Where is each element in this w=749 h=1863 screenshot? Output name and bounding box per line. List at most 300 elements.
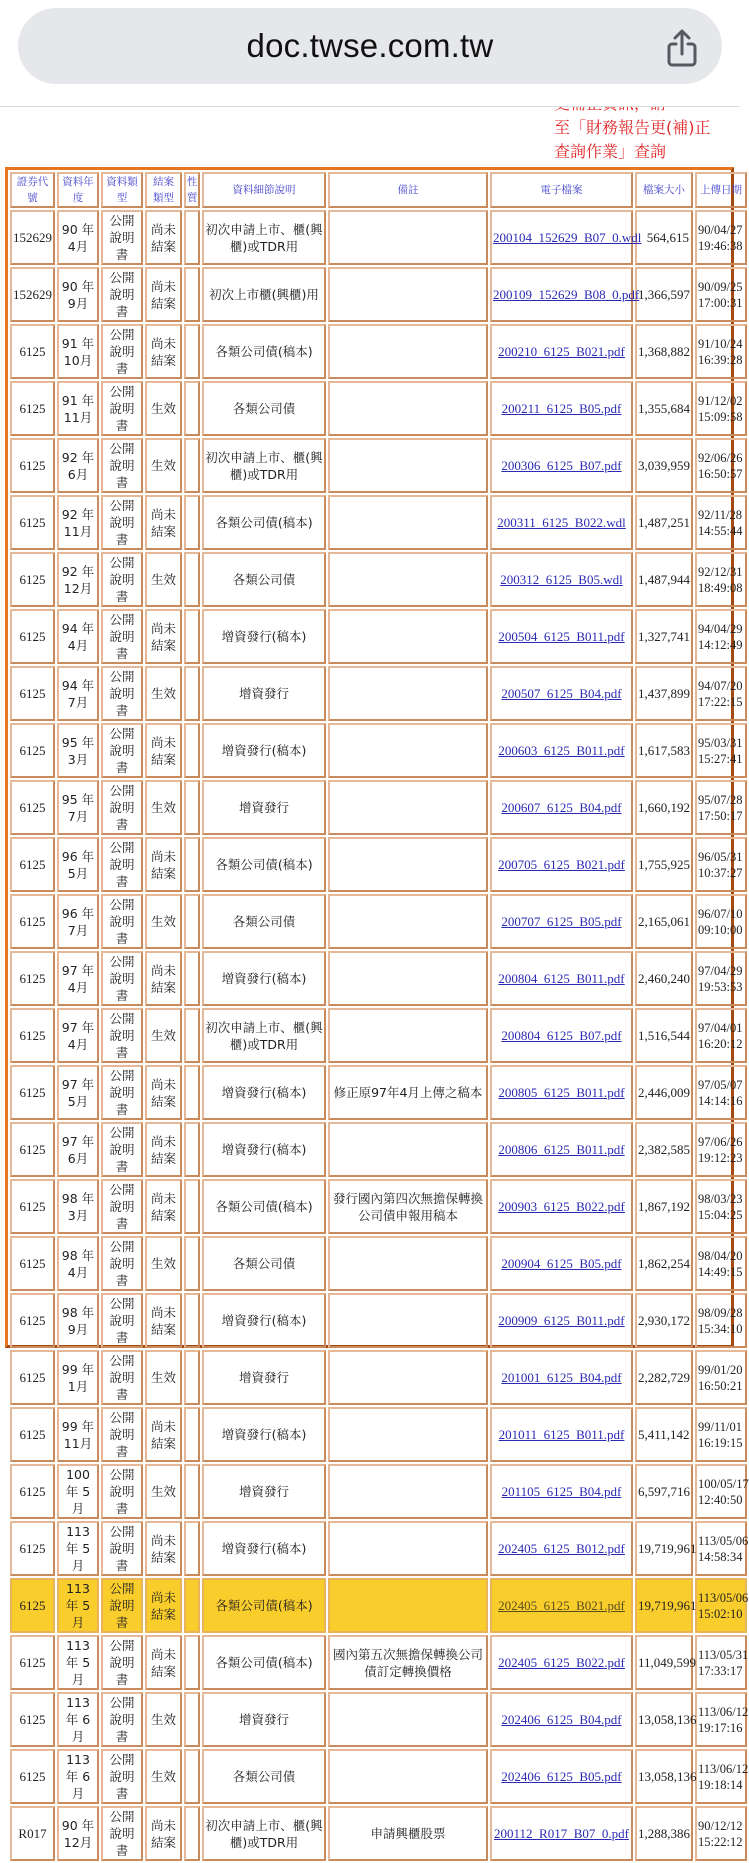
cell-size: 2,446,009 bbox=[635, 1065, 693, 1120]
cell-nature bbox=[184, 1578, 200, 1633]
upload-time: 16:50:57 bbox=[698, 466, 743, 481]
upload-date: 92/06/26 bbox=[698, 450, 743, 465]
cell-remark bbox=[328, 780, 488, 835]
upload-date: 100/05/17 bbox=[698, 1476, 749, 1491]
cell-remark bbox=[328, 1407, 488, 1462]
file-link[interactable]: 200804_6125_B011.pdf bbox=[498, 971, 625, 986]
upload-time: 15:27:41 bbox=[698, 751, 743, 766]
cell-file bbox=[490, 1236, 633, 1291]
file-link[interactable]: 200603_6125_B011.pdf bbox=[498, 743, 625, 758]
upload-date: 113/05/06 bbox=[698, 1590, 749, 1605]
cell-date bbox=[695, 1521, 747, 1576]
upload-date: 113/05/31 bbox=[698, 1647, 749, 1662]
cell-size: 13,058,136 bbox=[635, 1749, 693, 1804]
cell-remark bbox=[328, 666, 488, 721]
cell-type: 公開說明書 bbox=[101, 951, 143, 1006]
upload-time: 19:46:38 bbox=[698, 238, 743, 253]
cell-year: 96 年 5月 bbox=[57, 837, 99, 892]
cell-status: 生效 bbox=[145, 780, 182, 835]
cell-date bbox=[695, 1749, 747, 1804]
cell-remark bbox=[328, 1236, 488, 1291]
upload-time: 17:22:15 bbox=[698, 694, 743, 709]
file-link[interactable]: 200210_6125_B021.pdf bbox=[498, 344, 625, 359]
cell-size: 2,930,172 bbox=[635, 1293, 693, 1348]
cell-type: 公開說明書 bbox=[101, 1464, 143, 1519]
cell-detail: 各類公司債(稿本) bbox=[202, 1578, 326, 1633]
cell-nature bbox=[184, 723, 200, 778]
cell-file bbox=[490, 609, 633, 664]
cell-nature bbox=[184, 324, 200, 379]
cell-code: 6125 bbox=[10, 1236, 55, 1291]
cell-detail: 各類公司債 bbox=[202, 381, 326, 436]
cell-nature bbox=[184, 1350, 200, 1405]
cell-remark: 發行國內第四次無擔保轉換公司債申報用稿本 bbox=[328, 1179, 488, 1234]
file-link[interactable]: 200903_6125_B022.pdf bbox=[498, 1199, 625, 1214]
cell-type: 公開說明書 bbox=[101, 1806, 143, 1861]
cell-year: 98 年 9月 bbox=[57, 1293, 99, 1348]
cell-code: 6125 bbox=[10, 1122, 55, 1177]
cell-remark bbox=[328, 951, 488, 1006]
cell-file bbox=[490, 666, 633, 721]
cell-file bbox=[490, 1464, 633, 1519]
table-row bbox=[10, 1464, 747, 1519]
cell-year: 113 年 6月 bbox=[57, 1692, 99, 1747]
cell-detail: 增資發行(稿本) bbox=[202, 1521, 326, 1576]
cell-status: 生效 bbox=[145, 1464, 182, 1519]
cell-detail: 各類公司債(稿本) bbox=[202, 837, 326, 892]
cell-nature bbox=[184, 1635, 200, 1690]
file-link[interactable]: 200312_6125_B05.wdl bbox=[500, 572, 623, 587]
file-link[interactable]: 201011_6125_B011.pdf bbox=[498, 1427, 625, 1442]
cell-size: 13,058,136 bbox=[635, 1692, 693, 1747]
cell-type: 公開說明書 bbox=[101, 666, 143, 721]
cell-year: 113 年 5月 bbox=[57, 1521, 99, 1576]
cell-nature bbox=[184, 1293, 200, 1348]
file-link[interactable]: 200705_6125_B021.pdf bbox=[498, 857, 625, 872]
cell-nature bbox=[184, 381, 200, 436]
cell-year: 92 年 12月 bbox=[57, 552, 99, 607]
cell-detail: 增資發行 bbox=[202, 1350, 326, 1405]
upload-date: 95/07/28 bbox=[698, 792, 743, 807]
cell-date bbox=[695, 666, 747, 721]
upload-date: 99/11/01 bbox=[698, 1419, 742, 1434]
cell-remark bbox=[328, 1521, 488, 1576]
upload-date: 99/01/20 bbox=[698, 1362, 743, 1377]
cell-status: 尚未結案 bbox=[145, 1521, 182, 1576]
cell-code: 6125 bbox=[10, 1350, 55, 1405]
cell-file bbox=[490, 552, 633, 607]
cell-status: 生效 bbox=[145, 1692, 182, 1747]
cell-type: 公開說明書 bbox=[101, 1179, 143, 1234]
cell-code: 6125 bbox=[10, 1179, 55, 1234]
cell-status: 尚未結案 bbox=[145, 609, 182, 664]
cell-type: 公開說明書 bbox=[101, 1122, 143, 1177]
table-row bbox=[10, 324, 747, 379]
cell-status: 生效 bbox=[145, 381, 182, 436]
cell-date bbox=[695, 552, 747, 607]
cell-nature bbox=[184, 1236, 200, 1291]
cell-size: 2,165,061 bbox=[635, 894, 693, 949]
cell-file bbox=[490, 1122, 633, 1177]
cell-year: 98 年 3月 bbox=[57, 1179, 99, 1234]
upload-date: 97/05/07 bbox=[698, 1077, 743, 1092]
file-link[interactable]: 200909_6125_B011.pdf bbox=[498, 1313, 625, 1328]
upload-date: 98/04/20 bbox=[698, 1248, 743, 1263]
cell-nature bbox=[184, 1692, 200, 1747]
cell-year: 97 年 4月 bbox=[57, 1008, 99, 1063]
cell-type: 公開說明書 bbox=[101, 1065, 143, 1120]
table-row bbox=[10, 267, 747, 322]
upload-date: 90/09/25 bbox=[698, 279, 743, 294]
cell-size: 1,867,192 bbox=[635, 1179, 693, 1234]
table-row bbox=[10, 1350, 747, 1405]
file-link[interactable]: 200707_6125_B05.pdf bbox=[501, 914, 622, 929]
cell-file bbox=[490, 1692, 633, 1747]
cell-date bbox=[695, 210, 747, 265]
cell-detail: 各類公司債 bbox=[202, 1749, 326, 1804]
upload-time: 16:39:28 bbox=[698, 352, 743, 367]
cell-type: 公開說明書 bbox=[101, 210, 143, 265]
cell-file bbox=[490, 894, 633, 949]
file-link[interactable]: 200311_6125_B022.wdl bbox=[497, 515, 626, 530]
cell-remark: 修正原97年4月上傳之稿本 bbox=[328, 1065, 488, 1120]
browser-toolbar bbox=[0, 0, 740, 107]
table-row bbox=[10, 1122, 747, 1177]
upload-date: 113/05/06 bbox=[698, 1533, 749, 1548]
upload-date: 97/04/01 bbox=[698, 1020, 743, 1035]
cell-code: 6125 bbox=[10, 1692, 55, 1747]
cell-file bbox=[490, 723, 633, 778]
cell-size: 1,288,386 bbox=[635, 1806, 693, 1861]
cell-file bbox=[490, 1293, 633, 1348]
cell-file bbox=[490, 837, 633, 892]
table-row bbox=[10, 1578, 747, 1633]
cell-code: 6125 bbox=[10, 666, 55, 721]
cell-detail: 各類公司債 bbox=[202, 894, 326, 949]
table-row bbox=[10, 552, 747, 607]
cell-type: 公開說明書 bbox=[101, 1407, 143, 1462]
cell-size: 1,487,944 bbox=[635, 552, 693, 607]
cell-type: 公開說明書 bbox=[101, 267, 143, 322]
file-link[interactable]: 200607_6125_B04.pdf bbox=[501, 800, 622, 815]
table-row bbox=[10, 1293, 747, 1348]
table-body bbox=[10, 210, 747, 1861]
cell-file bbox=[490, 1749, 633, 1804]
cell-size: 1,487,251 bbox=[635, 495, 693, 550]
prospectus-table bbox=[8, 170, 749, 1863]
cell-status: 生效 bbox=[145, 894, 182, 949]
cell-file bbox=[490, 1008, 633, 1063]
cell-status: 尚未結案 bbox=[145, 951, 182, 1006]
file-link[interactable]: 201105_6125_B04.pdf bbox=[501, 1484, 622, 1499]
col-header-remark: 備註 bbox=[328, 172, 488, 208]
upload-date: 97/04/29 bbox=[698, 963, 743, 978]
cell-nature bbox=[184, 609, 200, 664]
col-header-type: 資料類型 bbox=[101, 172, 143, 208]
cell-detail: 增資發行(稿本) bbox=[202, 951, 326, 1006]
cell-nature bbox=[184, 210, 200, 265]
cell-type: 公開說明書 bbox=[101, 438, 143, 493]
url-text[interactable]: doc.twse.com.tw bbox=[246, 27, 494, 64]
cell-status: 尚未結案 bbox=[145, 1635, 182, 1690]
upload-time: 18:49:08 bbox=[698, 580, 743, 595]
cell-year: 92 年 11月 bbox=[57, 495, 99, 550]
cell-nature bbox=[184, 1464, 200, 1519]
upload-time: 17:50:17 bbox=[698, 808, 743, 823]
cell-detail: 增資發行(稿本) bbox=[202, 609, 326, 664]
cell-nature bbox=[184, 951, 200, 1006]
cell-size: 1,355,684 bbox=[635, 381, 693, 436]
cell-year: 113 年 5月 bbox=[57, 1578, 99, 1633]
cell-year: 100 年 5月 bbox=[57, 1464, 99, 1519]
file-link[interactable]: 202405_6125_B021.pdf bbox=[498, 1598, 625, 1613]
cell-year: 97 年 6月 bbox=[57, 1122, 99, 1177]
cell-status: 尚未結案 bbox=[145, 1065, 182, 1120]
cell-date bbox=[695, 1806, 747, 1861]
cell-code: 6125 bbox=[10, 552, 55, 607]
cell-size: 2,382,585 bbox=[635, 1122, 693, 1177]
file-link[interactable]: 202405_6125_B012.pdf bbox=[498, 1541, 625, 1556]
cell-year: 97 年 5月 bbox=[57, 1065, 99, 1120]
cell-nature bbox=[184, 666, 200, 721]
cell-file bbox=[490, 1806, 633, 1861]
cell-remark bbox=[328, 552, 488, 607]
cell-file bbox=[490, 324, 633, 379]
cell-type: 公開說明書 bbox=[101, 723, 143, 778]
cell-detail: 各類公司債 bbox=[202, 1236, 326, 1291]
cell-file bbox=[490, 1065, 633, 1120]
cell-size: 1,368,882 bbox=[635, 324, 693, 379]
table-row bbox=[10, 1521, 747, 1576]
upload-date: 95/03/31 bbox=[698, 735, 743, 750]
cell-file bbox=[490, 210, 642, 265]
cell-code: 6125 bbox=[10, 1749, 55, 1804]
cell-date bbox=[695, 495, 747, 550]
cell-code: 6125 bbox=[10, 495, 55, 550]
upload-date: 92/11/28 bbox=[698, 507, 742, 522]
cell-date bbox=[695, 723, 747, 778]
upload-time: 14:12:49 bbox=[698, 637, 743, 652]
cell-year: 90 年 9月 bbox=[57, 267, 99, 322]
cell-file bbox=[490, 1635, 633, 1690]
cell-detail: 初次申請上市、櫃(興櫃)或TDR用 bbox=[202, 1806, 326, 1861]
table-row bbox=[10, 1635, 747, 1690]
cell-status: 生效 bbox=[145, 1350, 182, 1405]
file-link[interactable]: 200804_6125_B07.pdf bbox=[501, 1028, 622, 1043]
cell-size: 1,516,544 bbox=[635, 1008, 693, 1063]
cell-file bbox=[490, 438, 633, 493]
cell-code: 6125 bbox=[10, 951, 55, 1006]
file-link[interactable]: 201001_6125_B04.pdf bbox=[501, 1370, 622, 1385]
file-link[interactable]: 200806_6125_B011.pdf bbox=[498, 1142, 625, 1157]
cell-status: 生效 bbox=[145, 552, 182, 607]
cell-file bbox=[490, 1179, 633, 1234]
cell-year: 94 年 7月 bbox=[57, 666, 99, 721]
upload-time: 16:50:21 bbox=[698, 1378, 743, 1393]
cell-file bbox=[490, 951, 633, 1006]
cell-type: 公開說明書 bbox=[101, 1749, 143, 1804]
file-link[interactable]: 200904_6125_B05.pdf bbox=[501, 1256, 622, 1271]
cell-type: 公開說明書 bbox=[101, 1008, 143, 1063]
cell-type: 公開說明書 bbox=[101, 1578, 143, 1633]
cell-nature bbox=[184, 1008, 200, 1063]
file-link[interactable]: 200109_152629_B08_0.pdf bbox=[493, 287, 640, 302]
cell-size: 1,862,254 bbox=[635, 1236, 693, 1291]
upload-date: 90/12/12 bbox=[698, 1818, 743, 1833]
cell-nature bbox=[184, 1806, 200, 1861]
table-row bbox=[10, 495, 747, 550]
cell-remark bbox=[328, 1578, 488, 1633]
upload-time: 14:49:15 bbox=[698, 1264, 743, 1279]
cell-size: 1,755,925 bbox=[635, 837, 693, 892]
cell-date bbox=[695, 1122, 747, 1177]
upload-date: 98/03/23 bbox=[698, 1191, 743, 1206]
cell-code: 6125 bbox=[10, 609, 55, 664]
cell-date bbox=[695, 267, 747, 322]
upload-date: 91/12/02 bbox=[698, 393, 743, 408]
cell-detail: 增資發行(稿本) bbox=[202, 723, 326, 778]
cell-size: 1,660,192 bbox=[635, 780, 693, 835]
cell-code: 6125 bbox=[10, 1293, 55, 1348]
cell-type: 公開說明書 bbox=[101, 837, 143, 892]
cell-detail: 增資發行(稿本) bbox=[202, 1122, 326, 1177]
table-row bbox=[10, 837, 747, 892]
file-link[interactable]: 202405_6125_B022.pdf bbox=[498, 1655, 625, 1670]
file-link[interactable]: 200805_6125_B011.pdf bbox=[498, 1085, 625, 1100]
cell-detail: 各類公司債(稿本) bbox=[202, 324, 326, 379]
cell-size: 564,615 bbox=[635, 210, 693, 265]
upload-time: 09:10:00 bbox=[698, 922, 743, 937]
notice-line-2: 至「財務報告更(補)正 bbox=[554, 118, 711, 137]
table-row bbox=[10, 1008, 747, 1063]
cell-nature bbox=[184, 1749, 200, 1804]
cell-code: 6125 bbox=[10, 1578, 55, 1633]
cell-nature bbox=[184, 1065, 200, 1120]
cell-code: 6125 bbox=[10, 381, 55, 436]
table-row bbox=[10, 1179, 747, 1234]
cell-status: 尚未結案 bbox=[145, 1179, 182, 1234]
file-link[interactable]: 200504_6125_B011.pdf bbox=[498, 629, 625, 644]
upload-date: 94/07/20 bbox=[698, 678, 743, 693]
cell-status: 尚未結案 bbox=[145, 1293, 182, 1348]
upload-time: 19:18:14 bbox=[698, 1777, 743, 1792]
file-link[interactable]: 200211_6125_B05.pdf bbox=[501, 401, 622, 416]
cell-date bbox=[695, 1008, 747, 1063]
file-link[interactable]: 200104_152629_B07_0.wdl bbox=[493, 230, 642, 245]
table-row bbox=[10, 951, 747, 1006]
cell-file bbox=[490, 1521, 633, 1576]
upload-date: 96/07/10 bbox=[698, 906, 743, 921]
cell-status: 生效 bbox=[145, 666, 182, 721]
upload-time: 19:17:16 bbox=[698, 1720, 743, 1735]
share-icon[interactable] bbox=[664, 28, 700, 68]
cell-year: 91 年 10月 bbox=[57, 324, 99, 379]
cell-remark bbox=[328, 438, 488, 493]
cell-type: 公開說明書 bbox=[101, 1692, 143, 1747]
col-header-nature: 性質 bbox=[184, 172, 200, 208]
cell-nature bbox=[184, 837, 200, 892]
col-header-detail: 資料細節說明 bbox=[202, 172, 326, 208]
cell-detail: 初次申請上市、櫃(興櫃)或TDR用 bbox=[202, 1008, 326, 1063]
cell-detail: 增資發行(稿本) bbox=[202, 1293, 326, 1348]
cell-date bbox=[695, 1293, 747, 1348]
cell-year: 96 年 7月 bbox=[57, 894, 99, 949]
cell-nature bbox=[184, 1521, 200, 1576]
upload-time: 14:14:16 bbox=[698, 1093, 743, 1108]
cell-year: 95 年 3月 bbox=[57, 723, 99, 778]
upload-time: 15:22:12 bbox=[698, 1834, 743, 1849]
cell-date bbox=[695, 1635, 747, 1690]
upload-time: 10:37:27 bbox=[698, 865, 743, 880]
cell-date bbox=[695, 951, 747, 1006]
cell-detail: 增資發行 bbox=[202, 1692, 326, 1747]
cell-remark: 申請興櫃股票 bbox=[328, 1806, 488, 1861]
cell-code: R017 bbox=[10, 1806, 55, 1861]
cell-year: 91 年 11月 bbox=[57, 381, 99, 436]
col-header-year: 資料年度 bbox=[57, 172, 99, 208]
cell-size: 5,411,142 bbox=[635, 1407, 693, 1462]
cell-remark: 國內第五次無擔保轉換公司債訂定轉換價格 bbox=[328, 1635, 488, 1690]
col-header-status: 結案類型 bbox=[145, 172, 182, 208]
cell-remark bbox=[328, 1293, 488, 1348]
table-row bbox=[10, 1407, 747, 1462]
cell-code: 6125 bbox=[10, 894, 55, 949]
cell-size: 3,039,959 bbox=[635, 438, 693, 493]
cell-code: 6125 bbox=[10, 780, 55, 835]
col-header-date: 上傳日期 bbox=[695, 172, 747, 208]
cell-remark bbox=[328, 1749, 488, 1804]
col-header-size: 檔案大小 bbox=[635, 172, 693, 208]
cell-code: 152629 bbox=[10, 267, 55, 322]
upload-time: 16:19:15 bbox=[698, 1435, 743, 1450]
upload-time: 14:55:44 bbox=[698, 523, 743, 538]
cell-code: 6125 bbox=[10, 1521, 55, 1576]
file-link[interactable]: 202406_6125_B04.pdf bbox=[501, 1712, 622, 1727]
cell-nature bbox=[184, 495, 200, 550]
cell-year: 98 年 4月 bbox=[57, 1236, 99, 1291]
upload-time: 17:00:31 bbox=[698, 295, 743, 310]
cell-detail: 初次申請上市、櫃(興櫃)或TDR用 bbox=[202, 210, 326, 265]
table-row bbox=[10, 438, 747, 493]
cell-size: 19,719,961 bbox=[635, 1521, 693, 1576]
cell-nature bbox=[184, 894, 200, 949]
cell-remark bbox=[328, 1008, 488, 1063]
cell-nature bbox=[184, 267, 200, 322]
file-link[interactable]: 202406_6125_B05.pdf bbox=[501, 1769, 622, 1784]
cell-code: 6125 bbox=[10, 1008, 55, 1063]
upload-date: 91/10/24 bbox=[698, 336, 743, 351]
file-link[interactable]: 200507_6125_B04.pdf bbox=[501, 686, 622, 701]
cell-size: 1,327,741 bbox=[635, 609, 693, 664]
cell-date bbox=[695, 1578, 747, 1633]
address-bar[interactable] bbox=[18, 8, 722, 84]
upload-date: 94/04/29 bbox=[698, 621, 743, 636]
file-link[interactable]: 200112_R017_B07_0.pdf bbox=[494, 1826, 629, 1841]
upload-time: 15:02:10 bbox=[698, 1606, 743, 1621]
file-link[interactable]: 200306_6125_B07.pdf bbox=[501, 458, 622, 473]
cell-detail: 增資發行 bbox=[202, 1464, 326, 1519]
cell-nature bbox=[184, 438, 200, 493]
cell-year: 90 年 12月 bbox=[57, 1806, 99, 1861]
cell-file bbox=[490, 495, 633, 550]
cell-type: 公開說明書 bbox=[101, 1521, 143, 1576]
table-row bbox=[10, 1065, 747, 1120]
col-header-file: 電子檔案 bbox=[490, 172, 633, 208]
table-row bbox=[10, 609, 747, 664]
cell-remark bbox=[328, 837, 488, 892]
cell-status: 尚未結案 bbox=[145, 1806, 182, 1861]
table-row bbox=[10, 1236, 747, 1291]
